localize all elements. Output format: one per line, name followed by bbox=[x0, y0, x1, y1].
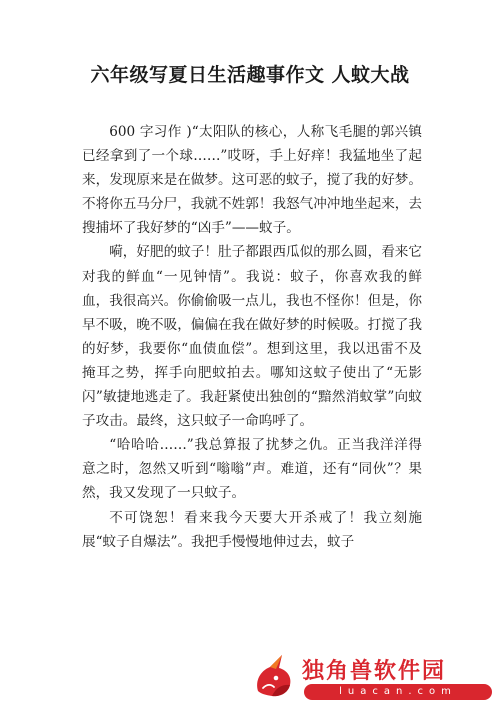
essay-paragraph-1: 600 字习作 )“太阳队的核心，人称飞毛腿的郭兴镇已经拿到了一个球……”哎呀，手上好痒！我猛地坐了起来，发现原来是在做梦。这可恶的蚊子，搅了我的好梦。不将你五马分尸，我就不姓郭！我怒气冲冲地坐起来，去搜捕坏了我好梦的“凶手”——蚊子。 bbox=[82, 124, 422, 237]
site-watermark bbox=[252, 649, 500, 707]
essay-body bbox=[82, 120, 422, 554]
essay-paragraph-2: 嗬，好肥的蚊子！肚子都跟西瓜似的那么圆，看来它对我的鲜血“一见钟情”。我说：蚊子，你喜欢我的鲜血，我很高兴。你偷偷吸一点儿，我也不怪你！但是，你早不吸，晚不吸，偏偏在我在做好梦的时候吸。打搅了我的好梦，我要你“血债血偿”。想到这里，我以迅雷不及掩耳之势，挥手向肥蚊拍去。哪知这蚊子使出了“无影闪”敏捷地逃走了。我赶紧使出独创的“黯然消蚊掌”向蚊子攻击。最终，这只蚊子一命呜呼了。 bbox=[82, 244, 422, 430]
watermark-site-name: 独角兽软件园 bbox=[302, 659, 447, 684]
essay-paragraph-3: “哈哈哈……”我总算报了扰梦之仇。正当我洋洋得意之时，忽然又听到“嗡嗡”声。难道，还有“同伙”？果然，我又发现了一只蚊子。 bbox=[82, 437, 422, 502]
page-title: 六年级写夏日生活趣事作文 人蚊大战 bbox=[90, 64, 410, 86]
essay-paragraph-4: 不可饶恕！看来我今天要大开杀戒了！我立刻施展“蚊子自爆法”。我把手慢慢地伸过去，蚊子 bbox=[82, 509, 422, 550]
watermark-domain: luacan.com bbox=[304, 684, 492, 700]
unicorn-logo-icon bbox=[252, 651, 302, 699]
